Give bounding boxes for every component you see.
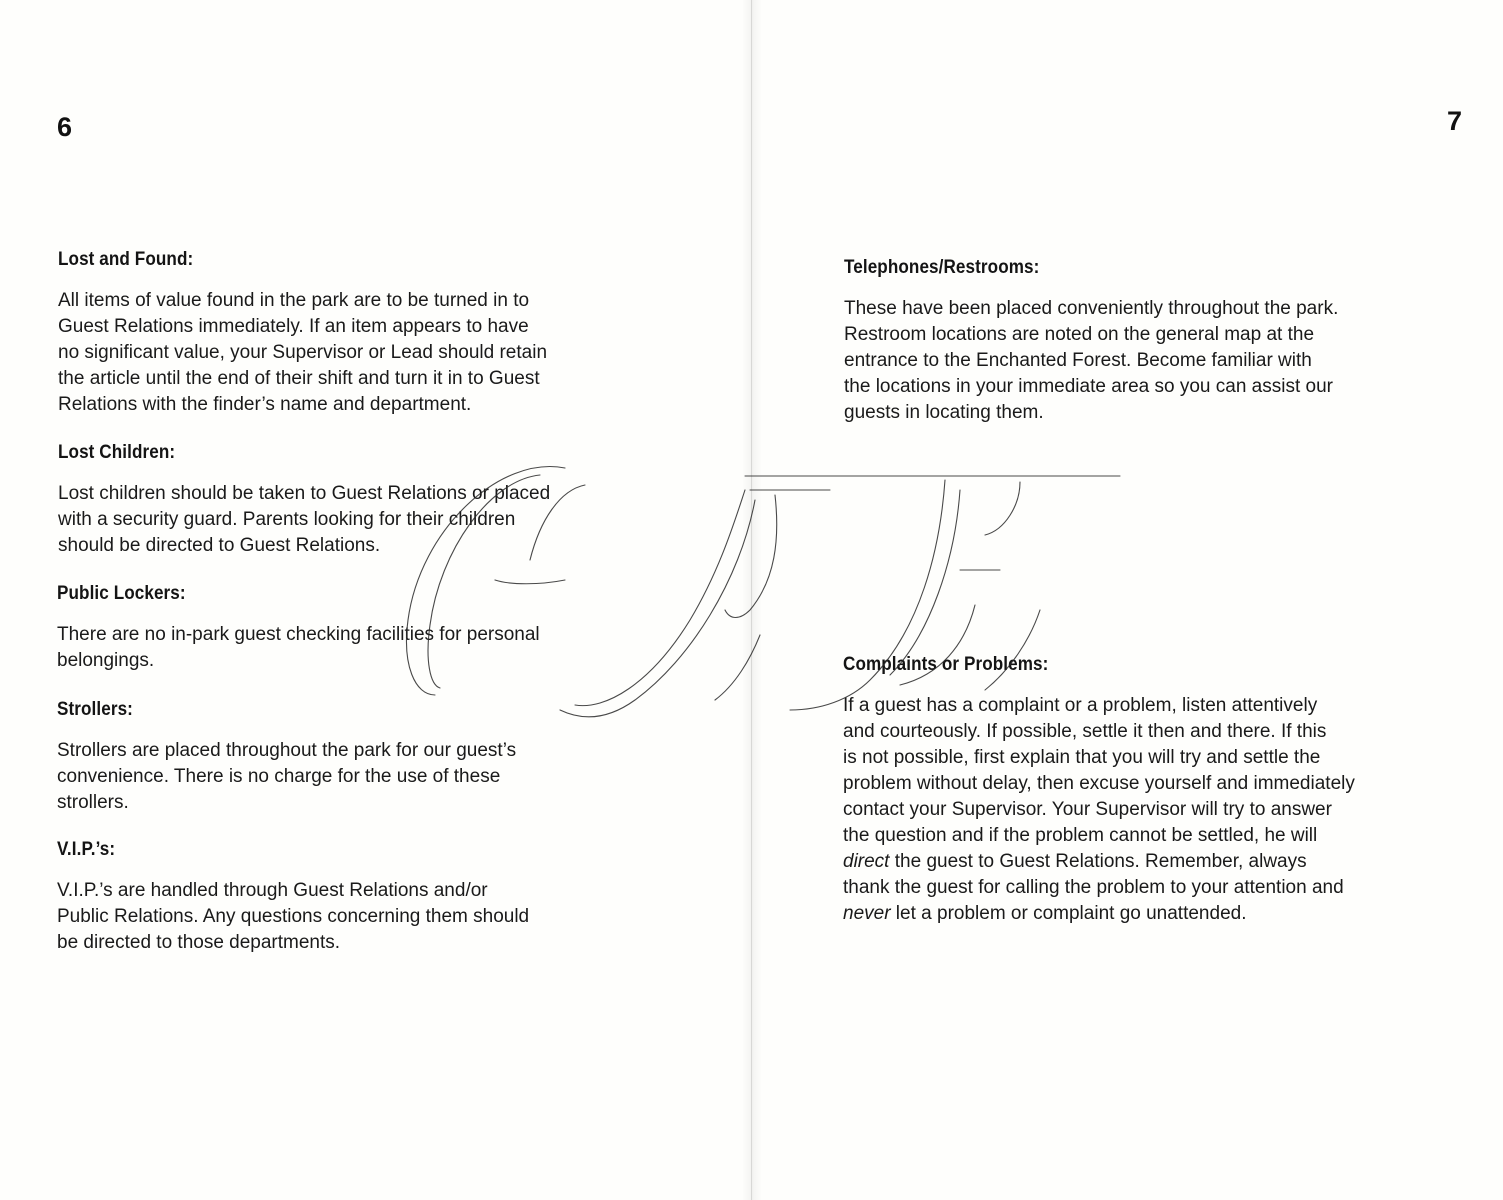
section-heading: Complaints or Problems: <box>843 654 1049 675</box>
section-body <box>844 296 1338 426</box>
body-line: with a security guard. Parents looking for their children <box>58 509 516 530</box>
section-body <box>57 622 540 674</box>
body-line: Public Relations. Any questions concerning them should <box>57 906 530 927</box>
section-body <box>58 481 550 559</box>
section-body <box>58 288 547 418</box>
body-line: convenience. There is no charge for the use of these <box>57 766 501 787</box>
body-line: Restroom locations are noted on the general map at the <box>844 324 1315 345</box>
body-line: guests in locating them. <box>844 402 1044 423</box>
body-line: If a guest has a complaint or a problem, listen attentively <box>843 695 1318 716</box>
section-lost-and-found <box>58 249 547 418</box>
body-line: Guest Relations immediately. If an item appears to have <box>58 316 529 337</box>
page-number-left: 6 <box>57 112 73 142</box>
emphasis-text: direct <box>843 851 890 872</box>
section-heading: Lost and Found: <box>58 249 194 270</box>
section-strollers <box>57 699 516 816</box>
page-number-right: 7 <box>1447 106 1463 136</box>
body-line: the locations in your immediate area so you can assist our <box>844 376 1333 397</box>
section-vips <box>57 839 529 956</box>
right-page <box>752 0 1503 1200</box>
body-line: All items of value found in the park are to be turned in to <box>58 290 530 311</box>
body-line: belongings. <box>57 650 155 671</box>
section-heading: Strollers: <box>57 699 133 720</box>
body-line: the article until the end of their shift and turn it in to Guest <box>58 368 540 389</box>
section-heading: Lost Children: <box>58 442 176 463</box>
section-complaints-problems <box>843 654 1355 927</box>
body-text: let a problem or complaint go unattended. <box>890 903 1247 924</box>
section-heading: Telephones/Restrooms: <box>844 257 1040 278</box>
body-line: be directed to those departments. <box>57 932 341 953</box>
section-body <box>57 738 516 816</box>
body-line: and courteously. If possible, settle it then and there. If this <box>843 721 1327 742</box>
body-line: Relations with the finder’s name and department. <box>58 394 472 415</box>
section-lost-children <box>58 442 550 559</box>
body-line: There are no in-park guest checking facilities for personal <box>57 624 540 645</box>
body-line: thank the guest for calling the problem to your attention and <box>843 877 1344 898</box>
body-line: should be directed to Guest Relations. <box>58 535 381 556</box>
body-line <box>843 849 1355 875</box>
body-line: Lost children should be taken to Guest Relations or placed <box>58 483 551 504</box>
section-heading: V.I.P.’s: <box>57 839 116 860</box>
section-public-lockers <box>57 583 540 674</box>
body-line <box>843 901 1355 927</box>
section-telephones-restrooms <box>844 257 1338 426</box>
body-line: These have been placed conveniently throughout the park. <box>844 298 1339 319</box>
body-line: strollers. <box>57 792 129 813</box>
body-line: Strollers are placed throughout the park for our guest’s <box>57 740 517 761</box>
body-line: contact your Supervisor. Your Supervisor will try to answer <box>843 799 1332 820</box>
body-line: problem without delay, then excuse yourself and immediately <box>843 773 1355 794</box>
body-line: entrance to the Enchanted Forest. Become familiar with <box>844 350 1312 371</box>
section-body <box>57 878 529 956</box>
body-line: is not possible, first explain that you will try and settle the <box>843 747 1321 768</box>
body-line: no significant value, your Supervisor or Lead should retain <box>58 342 548 363</box>
section-heading: Public Lockers: <box>57 583 186 604</box>
emphasis-text: never <box>843 903 891 924</box>
body-line: V.I.P.’s are handled through Guest Relations and/or <box>57 880 488 901</box>
section-body <box>843 693 1355 927</box>
body-text: the guest to Guest Relations. Remember, always <box>889 851 1307 872</box>
book-gutter-fold <box>751 0 752 1200</box>
body-line: the question and if the problem cannot be settled, he will <box>843 825 1318 846</box>
book-gutter-shadow <box>742 0 762 1200</box>
